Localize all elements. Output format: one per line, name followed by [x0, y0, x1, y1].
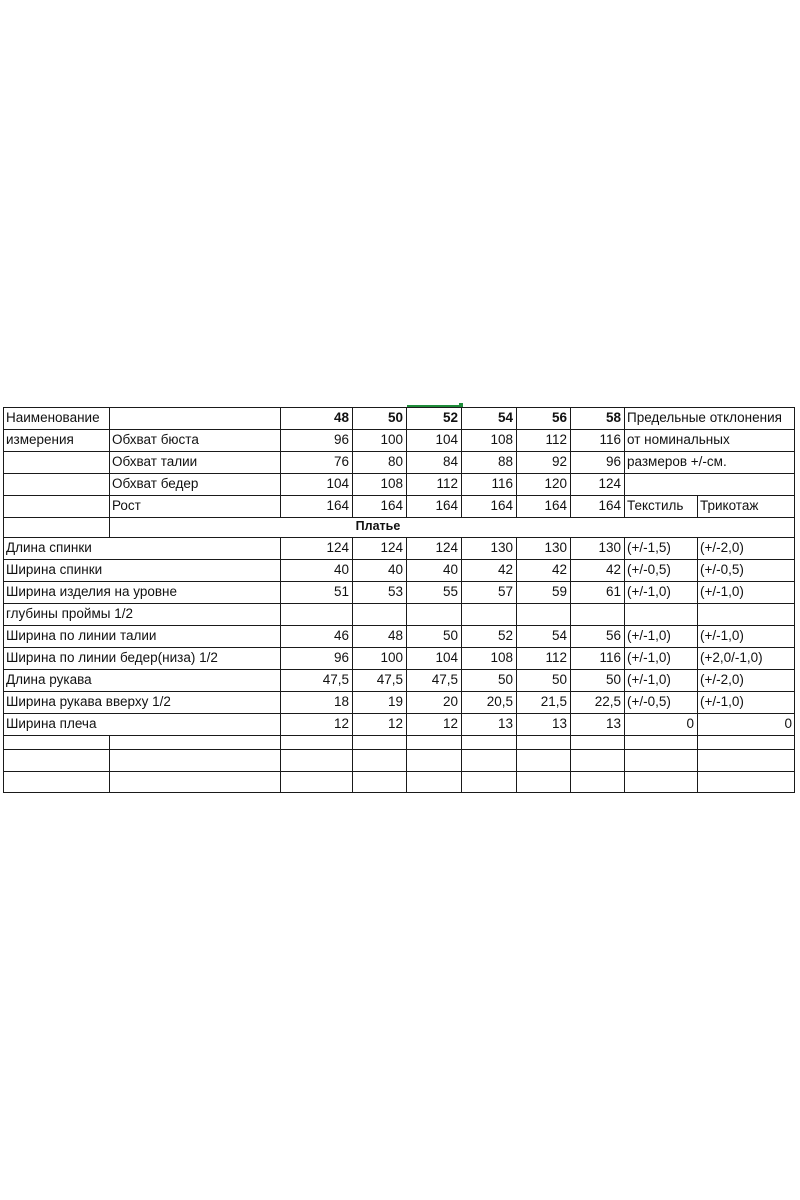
value-cell: 12	[333, 716, 349, 731]
value-cell: 47,5	[376, 672, 403, 687]
size-chart-table	[3, 407, 795, 793]
value-cell: 88	[497, 454, 513, 469]
knit-tolerance: (+/-1,0)	[700, 694, 744, 709]
grid-line	[697, 495, 698, 517]
value-cell: 57	[497, 584, 513, 599]
grid-line	[516, 537, 517, 793]
garment-row	[3, 537, 795, 559]
grid-line	[624, 407, 625, 517]
value-cell: 40	[387, 562, 403, 577]
value-cell: 164	[544, 498, 567, 513]
value-cell: 104	[326, 476, 349, 491]
value-cell: 50	[497, 672, 513, 687]
garment-row	[3, 625, 795, 647]
value-cell: 164	[326, 498, 349, 513]
cell-selection-border	[407, 405, 461, 407]
grid-line	[406, 407, 407, 517]
textile-tolerance: (+/-1,0)	[627, 650, 671, 665]
garment-row	[3, 603, 795, 625]
textile-tolerance: 0	[686, 716, 694, 731]
value-cell: 13	[551, 716, 567, 731]
value-cell: 76	[333, 454, 349, 469]
size-58: 58	[605, 410, 621, 425]
value-cell: 51	[333, 584, 349, 599]
grid-line	[697, 537, 698, 793]
value-cell: 42	[551, 562, 567, 577]
garment-label: Длина спинки	[6, 540, 92, 555]
value-cell: 47,5	[322, 672, 349, 687]
value-cell: 22,5	[594, 694, 621, 709]
value-cell: 164	[380, 498, 403, 513]
header-name-line2: измерения	[6, 432, 74, 447]
grid-line	[3, 735, 795, 736]
grid-line	[3, 429, 795, 430]
size-54: 54	[497, 410, 513, 425]
garment-label: Ширина по линии талии	[6, 628, 157, 643]
garment-label: Ширина по линии бедер(низа) 1/2	[6, 650, 218, 665]
grid-line	[3, 625, 795, 626]
size-52: 52	[442, 410, 458, 425]
body-measure-row	[3, 495, 795, 517]
grid-line	[3, 407, 4, 793]
textile-tolerance: (+/-1,0)	[627, 672, 671, 687]
garment-label: Ширина изделия на уровне	[6, 584, 177, 599]
value-cell: 100	[380, 650, 403, 665]
grid-line	[570, 407, 571, 517]
grid-line	[109, 407, 110, 537]
garment-row	[3, 559, 795, 581]
grid-line	[3, 749, 795, 750]
value-cell: 54	[551, 628, 567, 643]
value-cell: 96	[605, 454, 621, 469]
size-56: 56	[551, 410, 567, 425]
value-cell: 42	[497, 562, 513, 577]
value-cell: 96	[333, 432, 349, 447]
garment-label: глубины проймы 1/2	[6, 606, 133, 621]
grid-line	[3, 603, 795, 604]
knit-tolerance: (+/-1,0)	[700, 628, 744, 643]
garment-row	[3, 669, 795, 691]
value-cell: 59	[551, 584, 567, 599]
textile-tolerance: (+/-1,5)	[627, 540, 671, 555]
value-cell: 20	[442, 694, 458, 709]
value-cell: 12	[387, 716, 403, 731]
grid-line	[3, 495, 795, 496]
value-cell: 116	[599, 650, 621, 665]
knit-tolerance: 0	[784, 716, 792, 731]
body-measure-row	[3, 473, 795, 495]
header-deviation-line3: размеров +/-см.	[627, 454, 727, 469]
size-50: 50	[387, 410, 403, 425]
measure-label: Рост	[112, 498, 141, 513]
grid-line	[3, 691, 795, 692]
grid-line	[3, 792, 795, 793]
garment-label: Ширина спинки	[6, 562, 103, 577]
value-cell: 116	[599, 432, 621, 447]
value-cell: 55	[442, 584, 458, 599]
section-title: Платье	[355, 519, 401, 533]
value-cell: 48	[387, 628, 403, 643]
grid-line	[280, 537, 281, 793]
value-cell: 50	[551, 672, 567, 687]
value-cell: 50	[605, 672, 621, 687]
value-cell: 92	[551, 454, 567, 469]
grid-line	[352, 537, 353, 793]
grid-line	[352, 407, 353, 517]
textile-tolerance: (+/-0,5)	[627, 694, 671, 709]
value-cell: 56	[605, 628, 621, 643]
value-cell: 18	[333, 694, 349, 709]
grid-line	[461, 407, 462, 517]
knit-tolerance: (+/-0,5)	[700, 562, 744, 577]
garment-label: Ширина рукава вверху 1/2	[6, 694, 171, 709]
value-cell: 96	[333, 650, 349, 665]
knit-tolerance: (+2,0/-1,0)	[700, 650, 763, 665]
value-cell: 164	[598, 498, 621, 513]
grid-line	[109, 735, 110, 793]
garment-row	[3, 647, 795, 669]
value-cell: 12	[442, 716, 458, 731]
value-cell: 21,5	[540, 694, 567, 709]
garment-row	[3, 691, 795, 713]
textile-header: Текстиль	[627, 498, 684, 513]
value-cell: 42	[605, 562, 621, 577]
value-cell: 104	[435, 650, 458, 665]
grid-line	[794, 407, 795, 793]
value-cell: 124	[380, 540, 403, 555]
value-cell: 112	[436, 476, 458, 491]
value-cell: 164	[490, 498, 513, 513]
grid-line	[3, 647, 795, 648]
measure-label: Обхват бедер	[112, 476, 199, 491]
body-measure-row	[3, 429, 795, 451]
garment-label: Длина рукава	[6, 672, 92, 687]
grid-line	[3, 407, 795, 408]
value-cell: 46	[333, 628, 349, 643]
section-title-row	[3, 517, 795, 537]
value-cell: 84	[442, 454, 458, 469]
value-cell: 80	[387, 454, 403, 469]
grid-line	[3, 451, 795, 452]
cell-fill-handle	[459, 403, 463, 407]
value-cell: 120	[544, 476, 567, 491]
knit-header: Трикотаж	[700, 498, 759, 513]
value-cell: 40	[442, 562, 458, 577]
value-cell: 108	[490, 432, 513, 447]
grid-line	[3, 517, 795, 518]
value-cell: 116	[491, 476, 513, 491]
value-cell: 19	[387, 694, 403, 709]
header-deviation-line1: Предельные отклонения	[627, 410, 782, 425]
value-cell: 112	[545, 650, 567, 665]
value-cell: 13	[497, 716, 513, 731]
grid-line	[624, 537, 625, 793]
grid-line	[570, 537, 571, 793]
value-cell: 47,5	[431, 672, 458, 687]
garment-row	[3, 713, 795, 735]
grid-line	[3, 669, 795, 670]
grid-line	[406, 537, 407, 793]
knit-tolerance: (+/-1,0)	[700, 584, 744, 599]
header-deviation-line2: от номинальных	[627, 432, 730, 447]
textile-tolerance: (+/-0,5)	[627, 562, 671, 577]
header-row-sizes	[3, 407, 795, 429]
value-cell: 20,5	[486, 694, 513, 709]
textile-tolerance: (+/-1,0)	[627, 584, 671, 599]
value-cell: 108	[380, 476, 403, 491]
value-cell: 53	[387, 584, 403, 599]
measure-label: Обхват бюста	[112, 432, 199, 447]
value-cell: 52	[497, 628, 513, 643]
garment-row	[3, 581, 795, 603]
grid-line	[3, 473, 795, 474]
value-cell: 112	[545, 432, 567, 447]
header-name-line1: Наименование	[6, 410, 100, 425]
value-cell: 108	[490, 650, 513, 665]
grid-line	[3, 581, 795, 582]
grid-line	[3, 771, 795, 772]
grid-line	[3, 713, 795, 714]
knit-tolerance: (+/-2,0)	[700, 672, 744, 687]
value-cell: 130	[598, 540, 621, 555]
grid-line	[3, 559, 795, 560]
value-cell: 61	[605, 584, 621, 599]
value-cell: 124	[435, 540, 458, 555]
garment-label: Ширина плеча	[6, 716, 97, 731]
value-cell: 104	[435, 432, 458, 447]
knit-tolerance: (+/-2,0)	[700, 540, 744, 555]
value-cell: 164	[435, 498, 458, 513]
value-cell: 40	[333, 562, 349, 577]
value-cell: 100	[380, 432, 403, 447]
value-cell: 130	[544, 540, 567, 555]
textile-tolerance: (+/-1,0)	[627, 628, 671, 643]
value-cell: 124	[326, 540, 349, 555]
value-cell: 13	[605, 716, 621, 731]
grid-line	[461, 537, 462, 793]
grid-line	[280, 407, 281, 517]
value-cell: 124	[598, 476, 621, 491]
size-48: 48	[333, 410, 349, 425]
grid-line	[3, 537, 795, 538]
body-measure-row	[3, 451, 795, 473]
value-cell: 50	[442, 628, 458, 643]
grid-line	[516, 407, 517, 517]
value-cell: 130	[490, 540, 513, 555]
measure-label: Обхват талии	[112, 454, 198, 469]
